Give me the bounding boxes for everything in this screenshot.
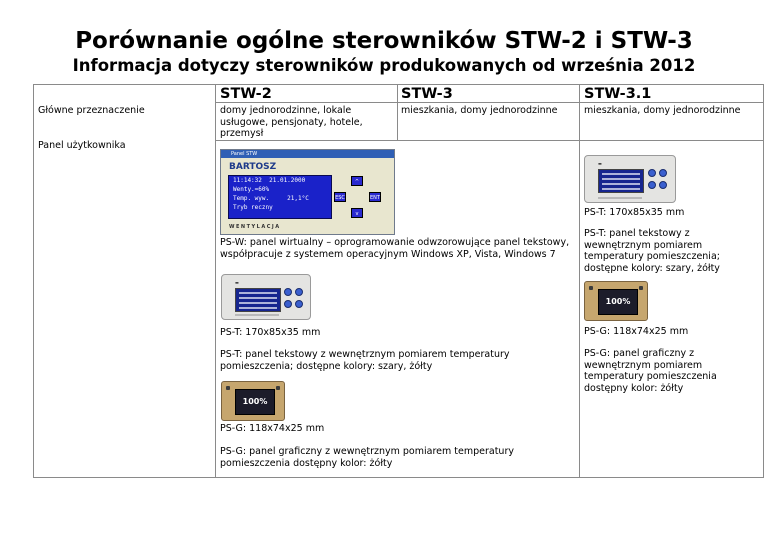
lcd-screen — [228, 175, 332, 219]
screen-line: 11:14:32 21.01.2000 — [233, 177, 306, 184]
text-panel-size: PS-T: 170x85x35 mm — [220, 327, 321, 338]
text-panel-image-stw31 — [584, 155, 676, 203]
graphic-panel-screen: 100% — [235, 389, 275, 415]
graphic-panel-size: PS-G: 118x74x25 mm — [220, 423, 325, 434]
panel-screw-icon — [276, 386, 280, 390]
ent-button: ENT — [369, 192, 381, 202]
graphic-panel-image — [221, 381, 285, 421]
virtual-panel-image — [220, 149, 395, 235]
down-button: v — [351, 208, 363, 218]
text-panel-description: PS-T: panel tekstowy z wewnętrznym pomiarem temperatury pomieszczenia; dostępne kolory: szary, żółty — [220, 349, 510, 372]
column-header-stw31: STW-3.1 — [584, 86, 652, 102]
panel-button-icon — [659, 169, 667, 177]
graphic-panel-description: PS-G: panel graficzny z wewnętrznym pomiarem temperatury pomieszczenia dostępny kolor: żółty — [220, 446, 514, 469]
panel-footer-label: WENTYLACJA — [229, 224, 281, 230]
column-divider — [215, 85, 216, 477]
document-title: Porównanie ogólne sterowników STW-2 i STW-3 — [75, 28, 693, 54]
column-divider — [397, 85, 398, 140]
panel-screw-icon — [589, 286, 593, 290]
screen-line: Wenty.=60% — [233, 186, 270, 193]
panel-button-icon — [284, 288, 292, 296]
text-panel-size-stw31: PS-T: 170x85x35 mm — [584, 207, 685, 218]
text-panel-image — [221, 274, 311, 320]
panel-button-icon — [648, 181, 656, 189]
column-divider — [579, 85, 580, 477]
esc-button: ESC — [334, 192, 346, 202]
panel-button-icon — [284, 300, 292, 308]
panel-screw-icon — [226, 386, 230, 390]
row-divider — [215, 102, 763, 103]
screen-line: Tryb reczny — [233, 204, 273, 211]
text-panel-screen — [598, 169, 644, 193]
column-header-stw2: STW-2 — [220, 86, 272, 102]
purpose-stw2: domy jednorodzinne, lokale usługowe, pensjonaty, hotele, przemysł — [220, 105, 363, 139]
graphic-panel-image-stw31 — [584, 281, 648, 321]
panel-button-icon — [295, 300, 303, 308]
graphic-panel-size-stw31: PS-G: 118x74x25 mm — [584, 326, 689, 337]
panel-button-icon — [295, 288, 303, 296]
panel-footer-strip — [598, 197, 642, 199]
graphic-panel-description-stw31: PS-G: panel graficzny z wewnętrznym pomiarem temperatury pomieszczenia dostępny kolor: żółty — [584, 348, 717, 394]
screen-line: Temp. wyw. 21,1°C — [233, 195, 309, 202]
panel-screw-icon — [639, 286, 643, 290]
text-panel-screen — [235, 288, 281, 312]
panel-button-icon — [659, 181, 667, 189]
row-label-purpose: Główne przeznaczenie — [38, 105, 145, 116]
up-button: ^ — [351, 176, 363, 186]
column-header-stw3: STW-3 — [401, 86, 453, 102]
purpose-stw3: mieszkania, domy jednorodzinne — [401, 105, 558, 116]
panel-button-icon — [648, 169, 656, 177]
row-divider — [215, 140, 763, 141]
purpose-stw31: mieszkania, domy jednorodzinne — [584, 105, 741, 116]
document-subtitle: Informacja dotyczy sterowników produkowanych od września 2012 — [72, 56, 696, 75]
panel-footer-strip — [235, 314, 279, 316]
panel-logo-icon: ▬ — [598, 161, 602, 166]
text-panel-description-stw31: PS-T: panel tekstowy z wewnętrznym pomiarem temperatury pomieszczenia; dostępne kolory: szary, żółty — [584, 228, 720, 274]
virtual-panel-caption: PS-W: panel wirtualny – oprogramowanie odwzorowujące panel tekstowy, współpracuje z systemem operacyjnym Windows XP, Vista, Windows 7 — [220, 237, 570, 260]
graphic-panel-screen: 100% — [598, 289, 638, 315]
comparison-table — [33, 84, 764, 478]
panel-logo-icon: ▬ — [235, 280, 239, 285]
bartosz-logo: BARTOSZ — [229, 162, 277, 172]
row-label-panel: Panel użytkownika — [38, 140, 126, 151]
window-title-bar: Panel STW — [221, 150, 394, 158]
